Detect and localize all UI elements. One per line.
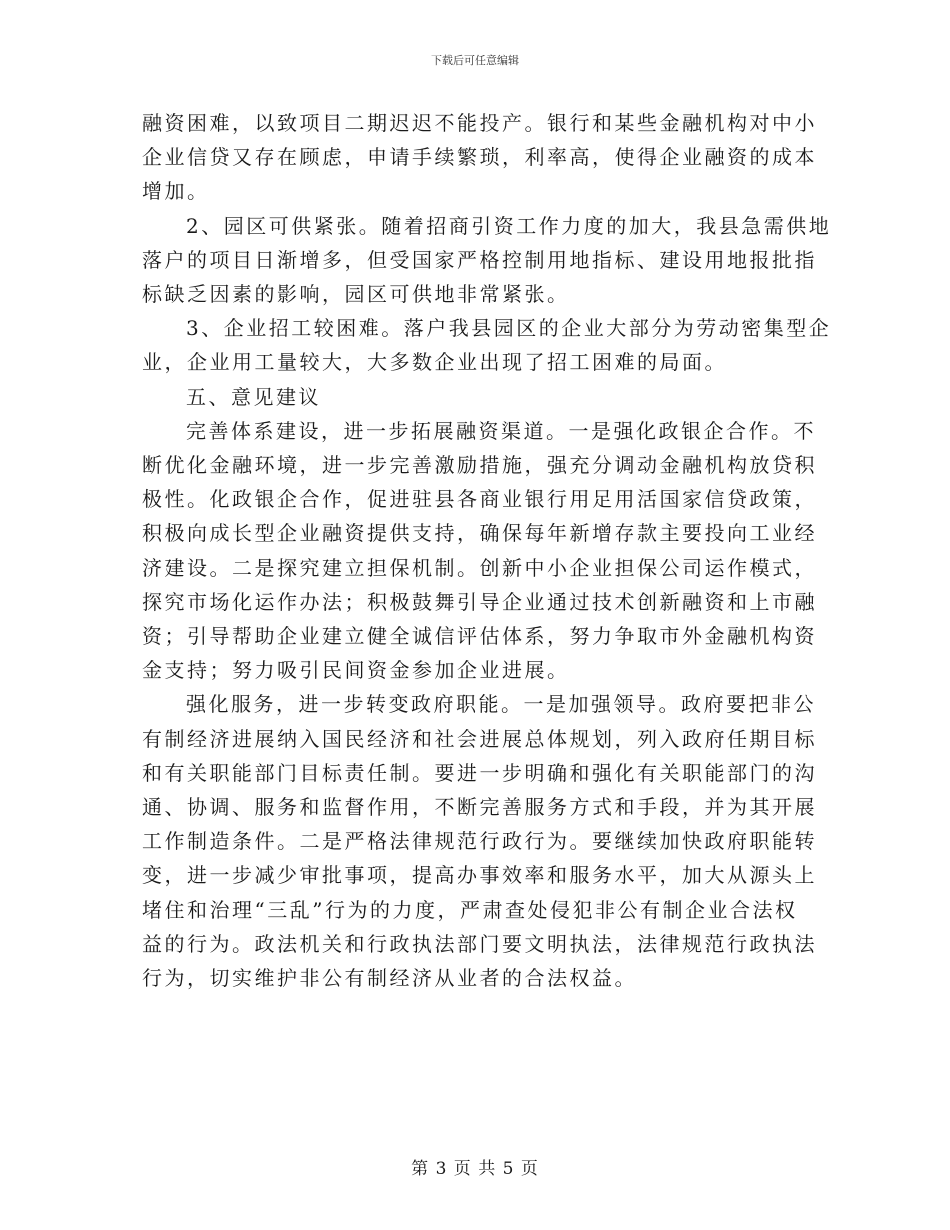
text-line: 探究市场化运作办法；积极鼓舞引导企业通过技术创新融资和上市融 [142,589,817,614]
page-header: 下载后可任意编辑 [431,54,519,67]
text-line: 和有关职能部门目标责任制。要进一步明确和强化有关职能部门的沟 [142,760,817,785]
text-line: 资；引导帮助企业建立健全诚信评估体系，努力争取市外金融机构资 [142,624,817,649]
paragraph [142,687,817,995]
text-line: 标缺乏因素的影响，园区可供地非常紧张。 [142,282,570,307]
section-heading [142,380,804,414]
text-line: 增加。 [142,179,210,204]
paragraph [142,414,817,688]
text-line: 3、企业招工较困难。落户我县园区的企业大部分为劳动密集型企 [186,316,832,341]
text-line: 强化服务，进一步转变政府职能。一是加强领导。政府要把非公 [186,692,816,717]
text-line: 金支持；努力吸引民间资金参加企业进展。 [142,658,570,683]
text-line: 五、意见建议 [186,384,321,409]
text-line: 极性。化政银企合作，促进驻县各商业银行用足用活国家信贷政策， [142,487,817,512]
text-line: 行为，切实维护非公有制经济从业者的合法权益。 [142,966,637,991]
page-footer: 第 3 页 共 5 页 [411,1159,539,1179]
text-line: 积极向成长型企业融资提供支持，确保每年新增存款主要投向工业经 [142,521,817,546]
paragraph [142,209,832,312]
text-line: 断优化金融环境，进一步完善激励措施，强充分调动金融机构放贷积 [142,453,817,478]
text-line: 有制经济进展纳入国民经济和社会进展总体规划，列入政府任期目标 [142,726,817,751]
text-line: 融资困难，以致项目二期迟迟不能投产。银行和某些金融机构对中小 [142,111,817,135]
text-line: 工作制造条件。二是严格法律规范行政行为。要继续加快政府职能转 [142,829,817,854]
paragraph [142,106,817,209]
text-line: 济建设。二是探究建立担保机制。创新中小企业担保公司运作模式， [142,555,817,580]
text-line: 2、园区可供紧张。随着招商引资工作力度的加大，我县急需供地 [186,213,832,238]
text-line: 益的行为。政法机关和行政执法部门要文明执法，法律规范行政执法 [142,931,817,956]
document-body [142,106,832,995]
text-line: 堵住和治理“三乱”行为的力度，严肃查处侵犯非公有制企业合法权 [142,897,798,922]
text-line: 企业信贷又存在顾虑，申请手续繁琐，利率高，使得企业融资的成本 [142,145,817,170]
text-line: 业，企业用工量较大，大多数企业出现了招工困难的局面。 [142,350,727,375]
paragraph [142,311,832,379]
text-line: 完善体系建设，进一步拓展融资渠道。一是强化政银企合作。不 [186,418,816,443]
text-line: 通、协调、服务和监督作用，不断完善服务方式和手段，并为其开展 [142,795,817,820]
text-line: 落户的项目日渐增多，但受国家严格控制用地指标、建设用地报批指 [142,247,817,272]
text-line: 变，进一步减少审批事项，提高办事效率和服务水平，加大从源头上 [142,863,817,888]
